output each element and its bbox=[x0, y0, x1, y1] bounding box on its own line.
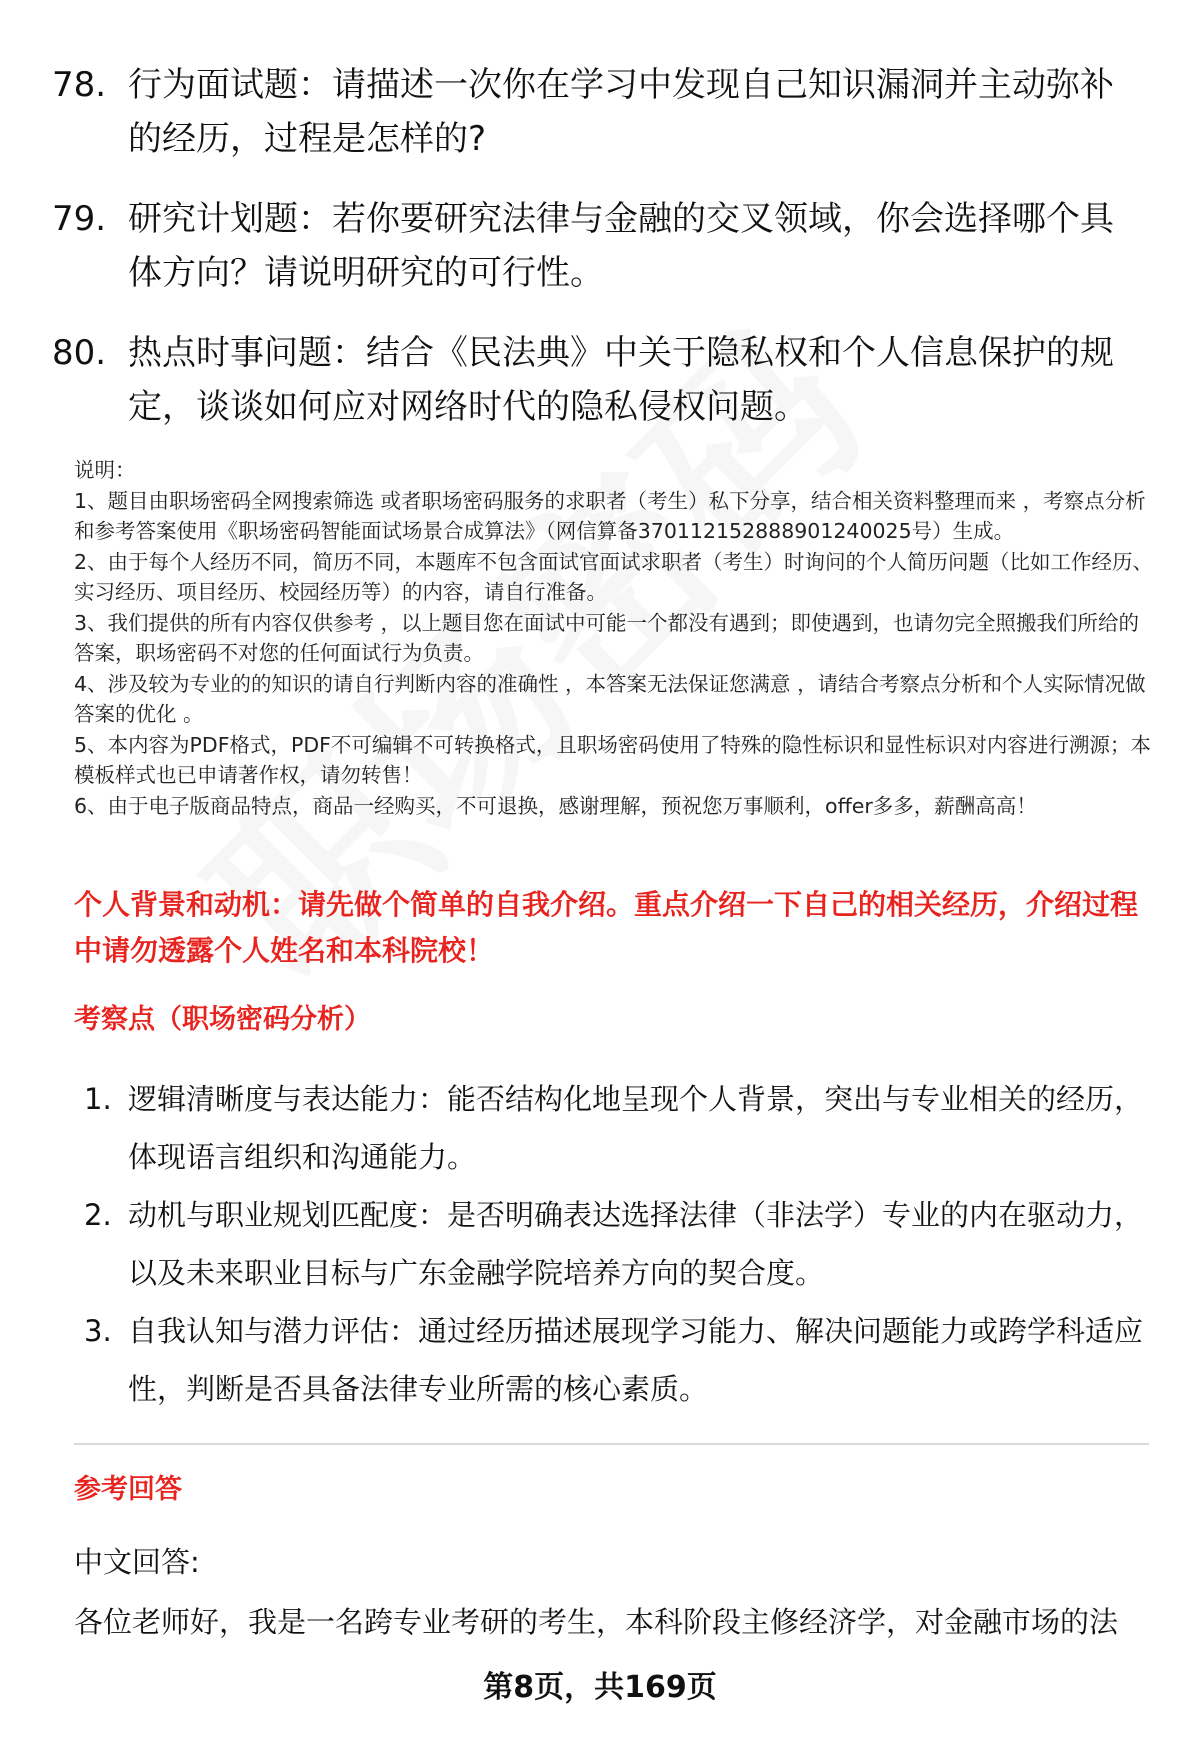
point-text: 动机与职业规划匹配度：是否明确表达选择法律（非法学）专业的内在驱动力，以及未来职业目标与广东金融学院培养方向的契合度。 bbox=[128, 1198, 1144, 1290]
question-list bbox=[52, 58, 1142, 460]
note-item: 5、本内容为PDF格式，PDF不可编辑不可转换格式，且职场密码使用了特殊的隐性标识和显性标识对内容进行溯源；本模板样式也已申请著作权，请勿转售！ bbox=[74, 732, 1151, 787]
page-footer: 第8页，共169页 bbox=[483, 1670, 717, 1705]
question-number: 80. bbox=[52, 333, 107, 373]
note-item: 3、我们提供的所有内容仅供参考 ，以上题目您在面试中可能一个都没有遇到；即使遇到，也请勿完全照搬我们所给的答案，职场密码不对您的任何面试行为负责。 bbox=[74, 610, 1140, 665]
question-number: 79. bbox=[52, 199, 107, 239]
point-text: 自我认知与潜力评估：通过经历描述展现学习能力、解决问题能力或跨学科适应性，判断是否具备法律专业所需的核心素质。 bbox=[128, 1314, 1144, 1406]
note-item: 4、涉及较为专业的的知识的请自行判断内容的准确性 ，本答案无法保证您满意 ，请结合考察点分析和个人实际情况做答案的优化 。 bbox=[74, 671, 1146, 726]
analysis-points bbox=[84, 1070, 1144, 1418]
question-text: 研究计划题：若你要研究法律与金融的交叉领域，你会选择哪个具体方向？请说明研究的可行性。 bbox=[128, 199, 1114, 293]
note-item: 2、由于每个人经历不同，简历不同，本题库不包含面试官面试求职者（考生）时询问的个人简历问题（比如工作经历、实习经历、项目经历、校园经历等）的内容，请自行准备。 bbox=[74, 549, 1154, 604]
point-number: 2. bbox=[84, 1198, 112, 1232]
question-heading: 个人背景和动机：请先做个简单的自我介绍。重点介绍一下自己的相关经历，介绍过程中请勿透露个人姓名和本科院校！ bbox=[74, 888, 1139, 967]
analysis-point bbox=[84, 1186, 1144, 1302]
question-text: 行为面试题：请描述一次你在学习中发现自己知识漏洞并主动弥补的经历，过程是怎样的? bbox=[128, 65, 1114, 159]
question-item bbox=[52, 326, 1142, 434]
section-divider bbox=[74, 1443, 1149, 1445]
notes-section bbox=[74, 455, 1154, 821]
point-text: 逻辑清晰度与表达能力：能否结构化地呈现个人背景，突出与专业相关的经历，体现语言组织和沟通能力。 bbox=[128, 1082, 1144, 1174]
note-item: 6、由于电子版商品特点，商品一经购买，不可退换，感谢理解，预祝您万事顺利，offer多多，薪酬高高！ bbox=[74, 793, 1037, 818]
reference-title: 参考回答 bbox=[74, 1474, 182, 1505]
point-number: 1. bbox=[84, 1082, 112, 1116]
point-number: 3. bbox=[84, 1314, 112, 1348]
analysis-title: 考察点（职场密码分析） bbox=[74, 1004, 371, 1035]
analysis-point bbox=[84, 1070, 1144, 1186]
question-number: 78. bbox=[52, 65, 107, 105]
question-text: 热点时事问题：结合《民法典》中关于隐私权和个人信息保护的规定，谈谈如何应对网络时代的隐私侵权问题。 bbox=[128, 333, 1114, 427]
note-item: 1、题目由职场密码全网搜索筛选 或者职场密码服务的求职者（考生）私下分享，结合相关资料整理而来 ，考察点分析和参考答案使用《职场密码智能面试场景合成算法》（网信算备370112152888901240025号）生成。 bbox=[74, 488, 1146, 543]
analysis-point bbox=[84, 1302, 1144, 1418]
question-item bbox=[52, 192, 1142, 300]
question-item bbox=[52, 58, 1142, 166]
notes-title: 说明： bbox=[74, 458, 136, 482]
answer-text: 各位老师好，我是一名跨专业考研的考生，本科阶段主修经济学，对金融市场的法 bbox=[74, 1605, 1119, 1639]
answer-label: 中文回答: bbox=[74, 1545, 200, 1579]
